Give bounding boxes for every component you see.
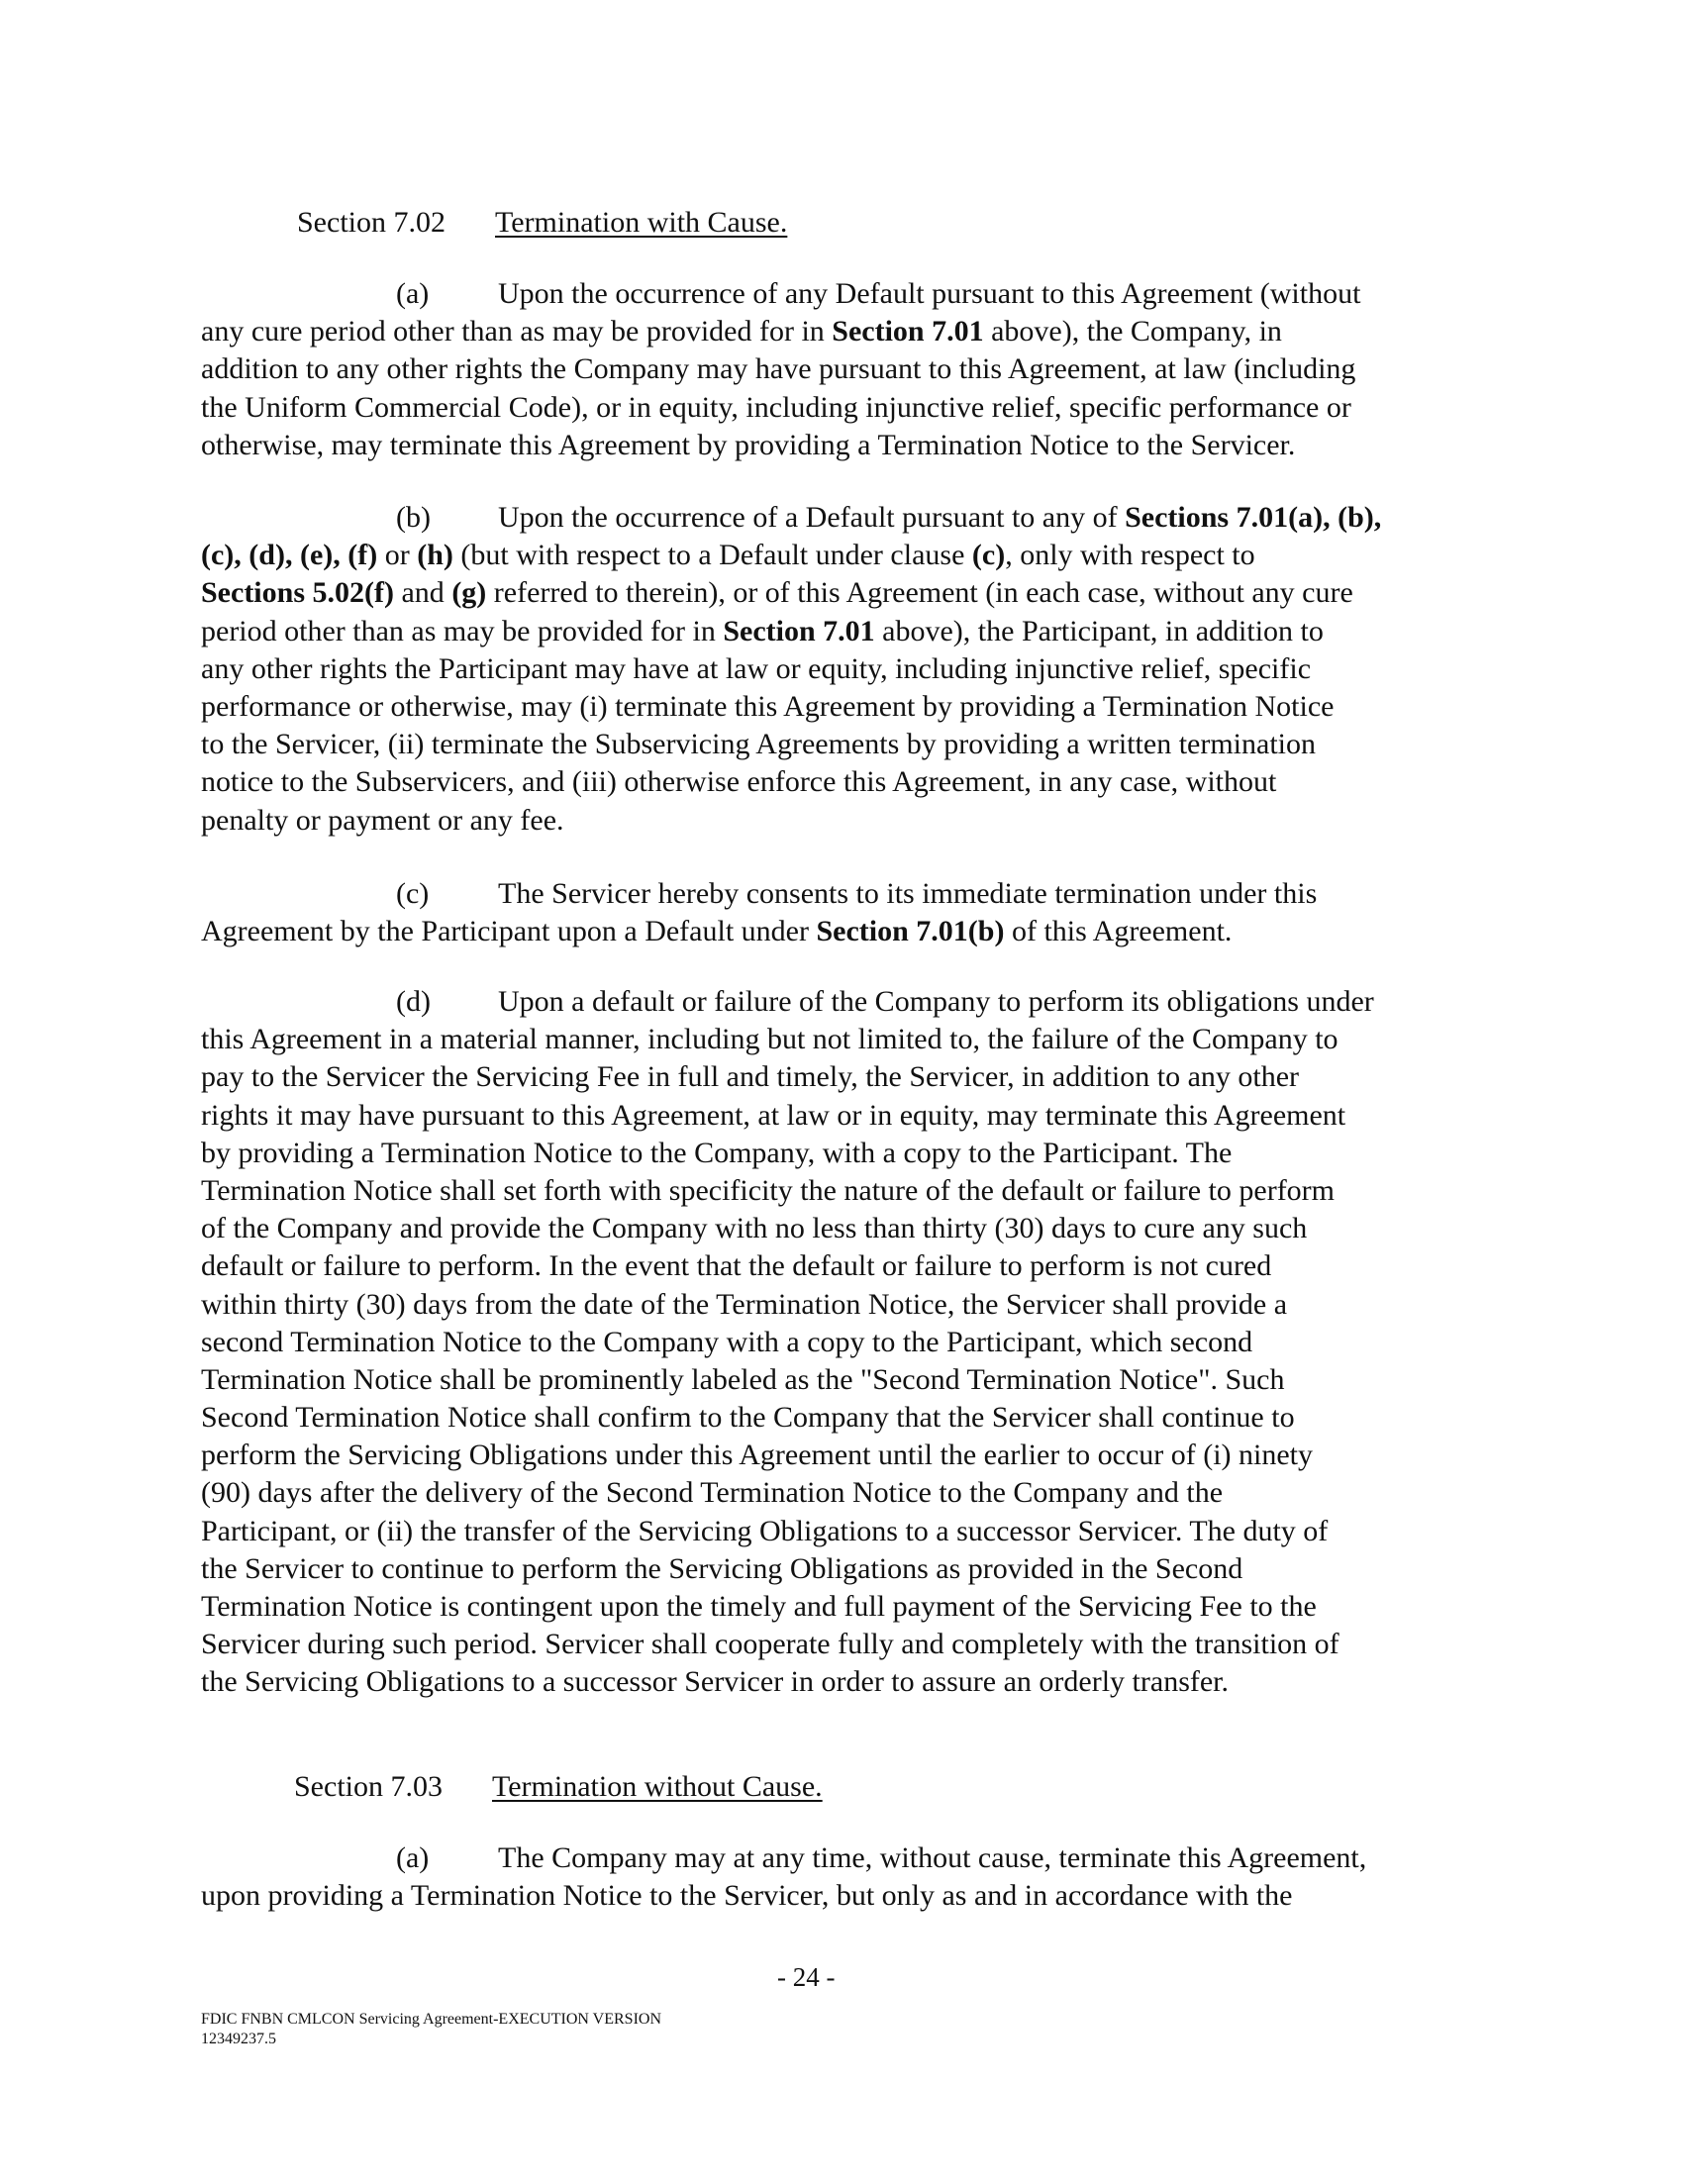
paragraph-line: default or failure to perform. In the event that the default or failure to perform is not cured xyxy=(201,1249,1272,1283)
paragraph-line: notice to the Subservicers, and (iii) otherwise enforce this Agreement, in any case, without xyxy=(201,765,1277,799)
paragraph-7-02-c: (c) The Servicer hereby consents to its immediate termination under this Agreement by the Participant upon a Default under Section 7.01(b) of this Agreement. xyxy=(201,877,1318,948)
section-reference: Section 7.01 xyxy=(723,614,875,647)
clause-marker: (d) xyxy=(396,985,431,1018)
paragraph-line: this Agreement in a material manner, including but not limited to, the failure of the Company to xyxy=(201,1023,1339,1056)
section-reference: Section 7.01 xyxy=(832,315,984,348)
paragraph-line: Servicer during such period. Servicer shall cooperate fully and completely with the transition of xyxy=(201,1628,1339,1661)
paragraph-line: the Servicer to continue to perform the Servicing Obligations as provided in the Second xyxy=(201,1551,1243,1585)
section-number: Section 7.03 xyxy=(294,1770,443,1803)
paragraph-line: perform the Servicing Obligations under this Agreement until the earlier to occur of (i) ninety xyxy=(201,1439,1314,1472)
section-reference: (c) xyxy=(971,539,1006,572)
paragraph-7-02-b: (b) Upon the occurrence of a Default pursuant to any of Sections 7.01(a), (b), (c), (d), (e), (f) or (h) (but with respect to a Default under clause (c), only with respect to Sections 5.02(f) and (g) referred to therein), or of this Agreement (in each case, without any cure period other than as may be provided for in Section 7.01 above), the Participant, in addition to any other rights the Participant may have at law or equity, including injunctive relief, specific performance or otherwise, may (i) terminate this Agreement by providing a Termination Notice to the Servicer, (ii) terminate the Subservicing Agreements by providing a written termination notice to the Subservicers, and (iii) otherwise enforce this Agreement, in any case, without penalty or payment or any fee. xyxy=(201,499,1498,840)
paragraph-line: Participant, or (ii) the transfer of the Servicing Obligations to a successor Servicer. The duty of xyxy=(201,1514,1329,1547)
paragraph-line: Termination Notice is contingent upon the timely and full payment of the Servicing Fee to the xyxy=(201,1590,1317,1623)
paragraph-line: any cure period other than as may be provided for in xyxy=(201,315,833,348)
paragraph-line: to the Servicer, (ii) terminate the Subservicing Agreements by providing a written termination xyxy=(201,728,1316,761)
page-number: - 24 - xyxy=(777,1962,836,1992)
section-reference: (c), (d), (e), (f) xyxy=(201,539,378,572)
paragraph-line: addition to any other rights the Company may have pursuant to this Agreement, at law (including xyxy=(201,352,1356,386)
paragraph-line: by providing a Termination Notice to the Company, with a copy to the Participant. The xyxy=(201,1136,1233,1169)
paragraph-line: within thirty (30) days from the date of the Termination Notice, the Servicer shall provide a xyxy=(201,1287,1288,1321)
clause-marker: (a) xyxy=(396,1841,430,1874)
clause-marker: (b) xyxy=(396,501,431,534)
section-reference: (g) xyxy=(451,576,487,610)
document-footer xyxy=(201,2010,661,2049)
document-title: FDIC FNBN CMLCON Servicing Agreement-EXECUTION VERSION xyxy=(201,2011,662,2028)
document-id: 12349237.5 xyxy=(201,2031,276,2047)
paragraph-7-03-a: (a) The Company may at any time, without cause, terminate this Agreement, upon providing a Termination Notice to the Servicer, but only as and in accordance with the xyxy=(201,1839,1498,1915)
paragraph-line: Second Termination Notice shall confirm to the Company that the Servicer shall continue to xyxy=(201,1401,1295,1435)
section-heading-7-02 xyxy=(297,204,787,242)
paragraph-line: upon providing a Termination Notice to the Servicer, but only as and in accordance with the xyxy=(201,1879,1293,1913)
paragraph-line: the Uniform Commercial Code), or in equity, including injunctive relief, specific performance or xyxy=(201,390,1351,424)
clause-marker: (a) xyxy=(396,277,430,310)
clause-marker: (c) xyxy=(396,877,430,910)
paragraph-line: otherwise, may terminate this Agreement by providing a Termination Notice to the Servicer. xyxy=(201,428,1296,461)
paragraph-7-02-a xyxy=(201,275,1498,464)
section-reference: Sections 5.02(f) xyxy=(201,576,394,610)
section-reference: (h) xyxy=(417,539,453,572)
paragraph-line: of the Company and provide the Company with no less than thirty (30) days to cure any such xyxy=(201,1212,1308,1245)
section-reference: Sections 7.01(a), (b), xyxy=(1125,501,1382,534)
section-heading-7-03 xyxy=(294,1768,823,1806)
paragraph-line: (90) days after the delivery of the Second Termination Notice to the Company and the xyxy=(201,1476,1224,1510)
paragraph-line: above), the Company, in xyxy=(983,315,1282,348)
paragraph-line: Upon the occurrence of any Default pursuant to this Agreement (without xyxy=(498,277,1361,310)
paragraph-line: performance or otherwise, may (i) terminate this Agreement by providing a Termination Notice xyxy=(201,689,1335,723)
paragraph-line: pay to the Servicer the Servicing Fee in full and timely, the Servicer, in addition to any other xyxy=(201,1060,1300,1094)
section-title: Termination without Cause. xyxy=(492,1770,823,1803)
paragraph-line: rights it may have pursuant to this Agreement, at law or in equity, may terminate this Agreement xyxy=(201,1098,1346,1132)
paragraph-line: second Termination Notice to the Company with a copy to the Participant, which second xyxy=(201,1325,1253,1358)
paragraph-line: any other rights the Participant may have at law or equity, including injunctive relief, specific xyxy=(201,651,1312,685)
paragraph-7-02-d: (d) Upon a default or failure of the Company to perform its obligations under this Agreement in a material manner, including but not limited to, the failure of the Company to pay to the Servicer the Servicing Fee in full and timely, the Servicer, in addition to any other rights it may have pursuant to this Agreement, at law or in equity, may terminate this Agreement by providing a Termination Notice to the Company, with a copy to the Participant. The Termination Notice shall set forth with specificity the nature of the default or failure to perform of the Company and provide the Company with no less than thirty (30) days to cure any such default or failure to perform. In the event that the default or failure to perform is not cured within thirty (30) days from the date of the Termination Notice, the Servicer shall provide a second Termination Notice to the Company with a copy to the Participant, which second Termination Notice shall be prominently labeled as the "Second Termination Notice". Such Second Termination Notice shall confirm to the Company that the Servicer shall continue to perform the Servicing Obligations under this Agreement until the earlier to occur of (i) ninety (90) days after the delivery of the Second Termination Notice to the Company and the Participant, or (ii) the transfer of the Servicing Obligations to a successor Servicer. The duty of the Servicer to continue to perform the Servicing Obligations as provided in the Second Termination Notice is contingent upon the timely and full payment of the Servicing Fee to the Servicer during such period. Servicer shall cooperate fully and completely with the transition of the Servicing Obligations to a successor Servicer in order to assure an orderly transfer. xyxy=(201,983,1498,1702)
section-number: Section 7.02 xyxy=(297,206,446,239)
paragraph-line: the Servicing Obligations to a successor Servicer in order to assure an orderly transfer. xyxy=(201,1665,1230,1699)
paragraph-line: penalty or payment or any fee. xyxy=(201,803,564,837)
paragraph-line: Termination Notice shall set forth with specificity the nature of the default or failure to perform xyxy=(201,1173,1336,1207)
section-title: Termination with Cause. xyxy=(495,206,788,239)
paragraph-line: Termination Notice shall be prominently labeled as the "Second Termination Notice". Such xyxy=(201,1362,1285,1396)
section-reference: Section 7.01(b) xyxy=(816,915,1005,948)
